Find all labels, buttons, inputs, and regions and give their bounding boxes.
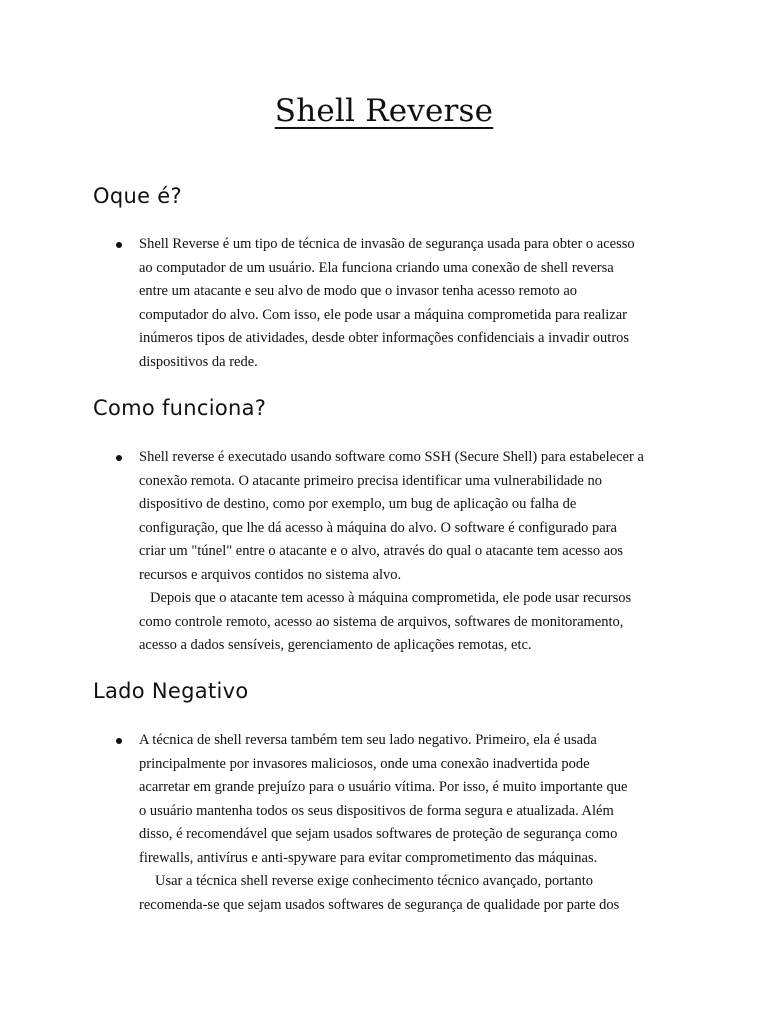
- text-line: inúmeros tipos de atividades, desde obter informações confidenciais a invadir outros: [139, 330, 630, 346]
- text-line: computador do alvo. Com isso, ele pode usar a máquina comprometida para realizar: [139, 306, 628, 323]
- bullet-icon: [116, 242, 122, 248]
- text-line: disso, é recomendável que sejam usados softwares de proteção de segurança como: [139, 826, 618, 842]
- text-line: entre um atacante e seu alvo de modo que o invasor tenha acesso remoto ao: [139, 283, 578, 299]
- text-line: principalmente por invasores maliciosos, onde uma conexão inadvertida pode: [139, 755, 590, 772]
- text-line: recomenda-se que sejam usados softwares de segurança de qualidade por parte dos: [139, 896, 620, 913]
- text-line: Usar a técnica shell reverse exige conhecimento técnico avançado, portanto: [155, 873, 594, 889]
- text-line: o usuário mantenha todos os seus dispositivos de forma segura e atualizada. Além: [139, 802, 614, 819]
- text-line: acesso a dados sensíveis, gerenciamento de aplicações remotas, etc.: [139, 637, 532, 653]
- text-line: acarretar em grande prejuízo para o usuário vítima. Por isso, é muito importante que: [139, 779, 628, 795]
- text-line: A técnica de shell reversa também tem seu lado negativo. Primeiro, ela é usada: [139, 732, 597, 748]
- section-heading-lado-negativo: Lado Negativo: [93, 679, 249, 703]
- text-line: configuração, que lhe dá acesso à máquina do alvo. O software é configurado para: [139, 519, 617, 536]
- section-heading-oque-e: Oque é?: [93, 184, 182, 208]
- text-line: como controle remoto, acesso ao sistema de arquivos, softwares de monitoramento,: [139, 613, 624, 630]
- text-line: firewalls, antivírus e anti-spyware para evitar comprometimento das máquinas.: [139, 849, 598, 866]
- text-line: recursos e arquivos contidos no sistema alvo.: [139, 566, 402, 583]
- section-heading-como-funciona: Como funciona?: [93, 396, 267, 420]
- text-line: ao computador de um usuário. Ela funciona criando uma conexão de shell reversa: [139, 259, 614, 276]
- text-line: conexão remota. O atacante primeiro precisa identificar uma vulnerabilidade no: [139, 472, 602, 489]
- document-title: Shell Reverse: [274, 93, 494, 129]
- text-line: Shell Reverse é um tipo de técnica de invasão de segurança usada para obter o acesso: [139, 236, 635, 252]
- text-line: Shell reverse é executado usando software como SSH (Secure Shell) para estabelecer a: [139, 449, 644, 465]
- text-line: dispositivos da rede.: [139, 353, 258, 370]
- bullet-icon: [116, 455, 122, 461]
- text-line: Depois que o atacante tem acesso à máquina comprometida, ele pode usar recursos: [150, 590, 632, 606]
- text-line: criar um "túnel" entre o atacante e o alvo, através do qual o atacante tem acesso aos: [139, 543, 624, 559]
- bullet-icon: [116, 738, 122, 744]
- text-line: dispositivo de destino, como por exemplo, um bug de aplicação ou falha de: [139, 496, 577, 512]
